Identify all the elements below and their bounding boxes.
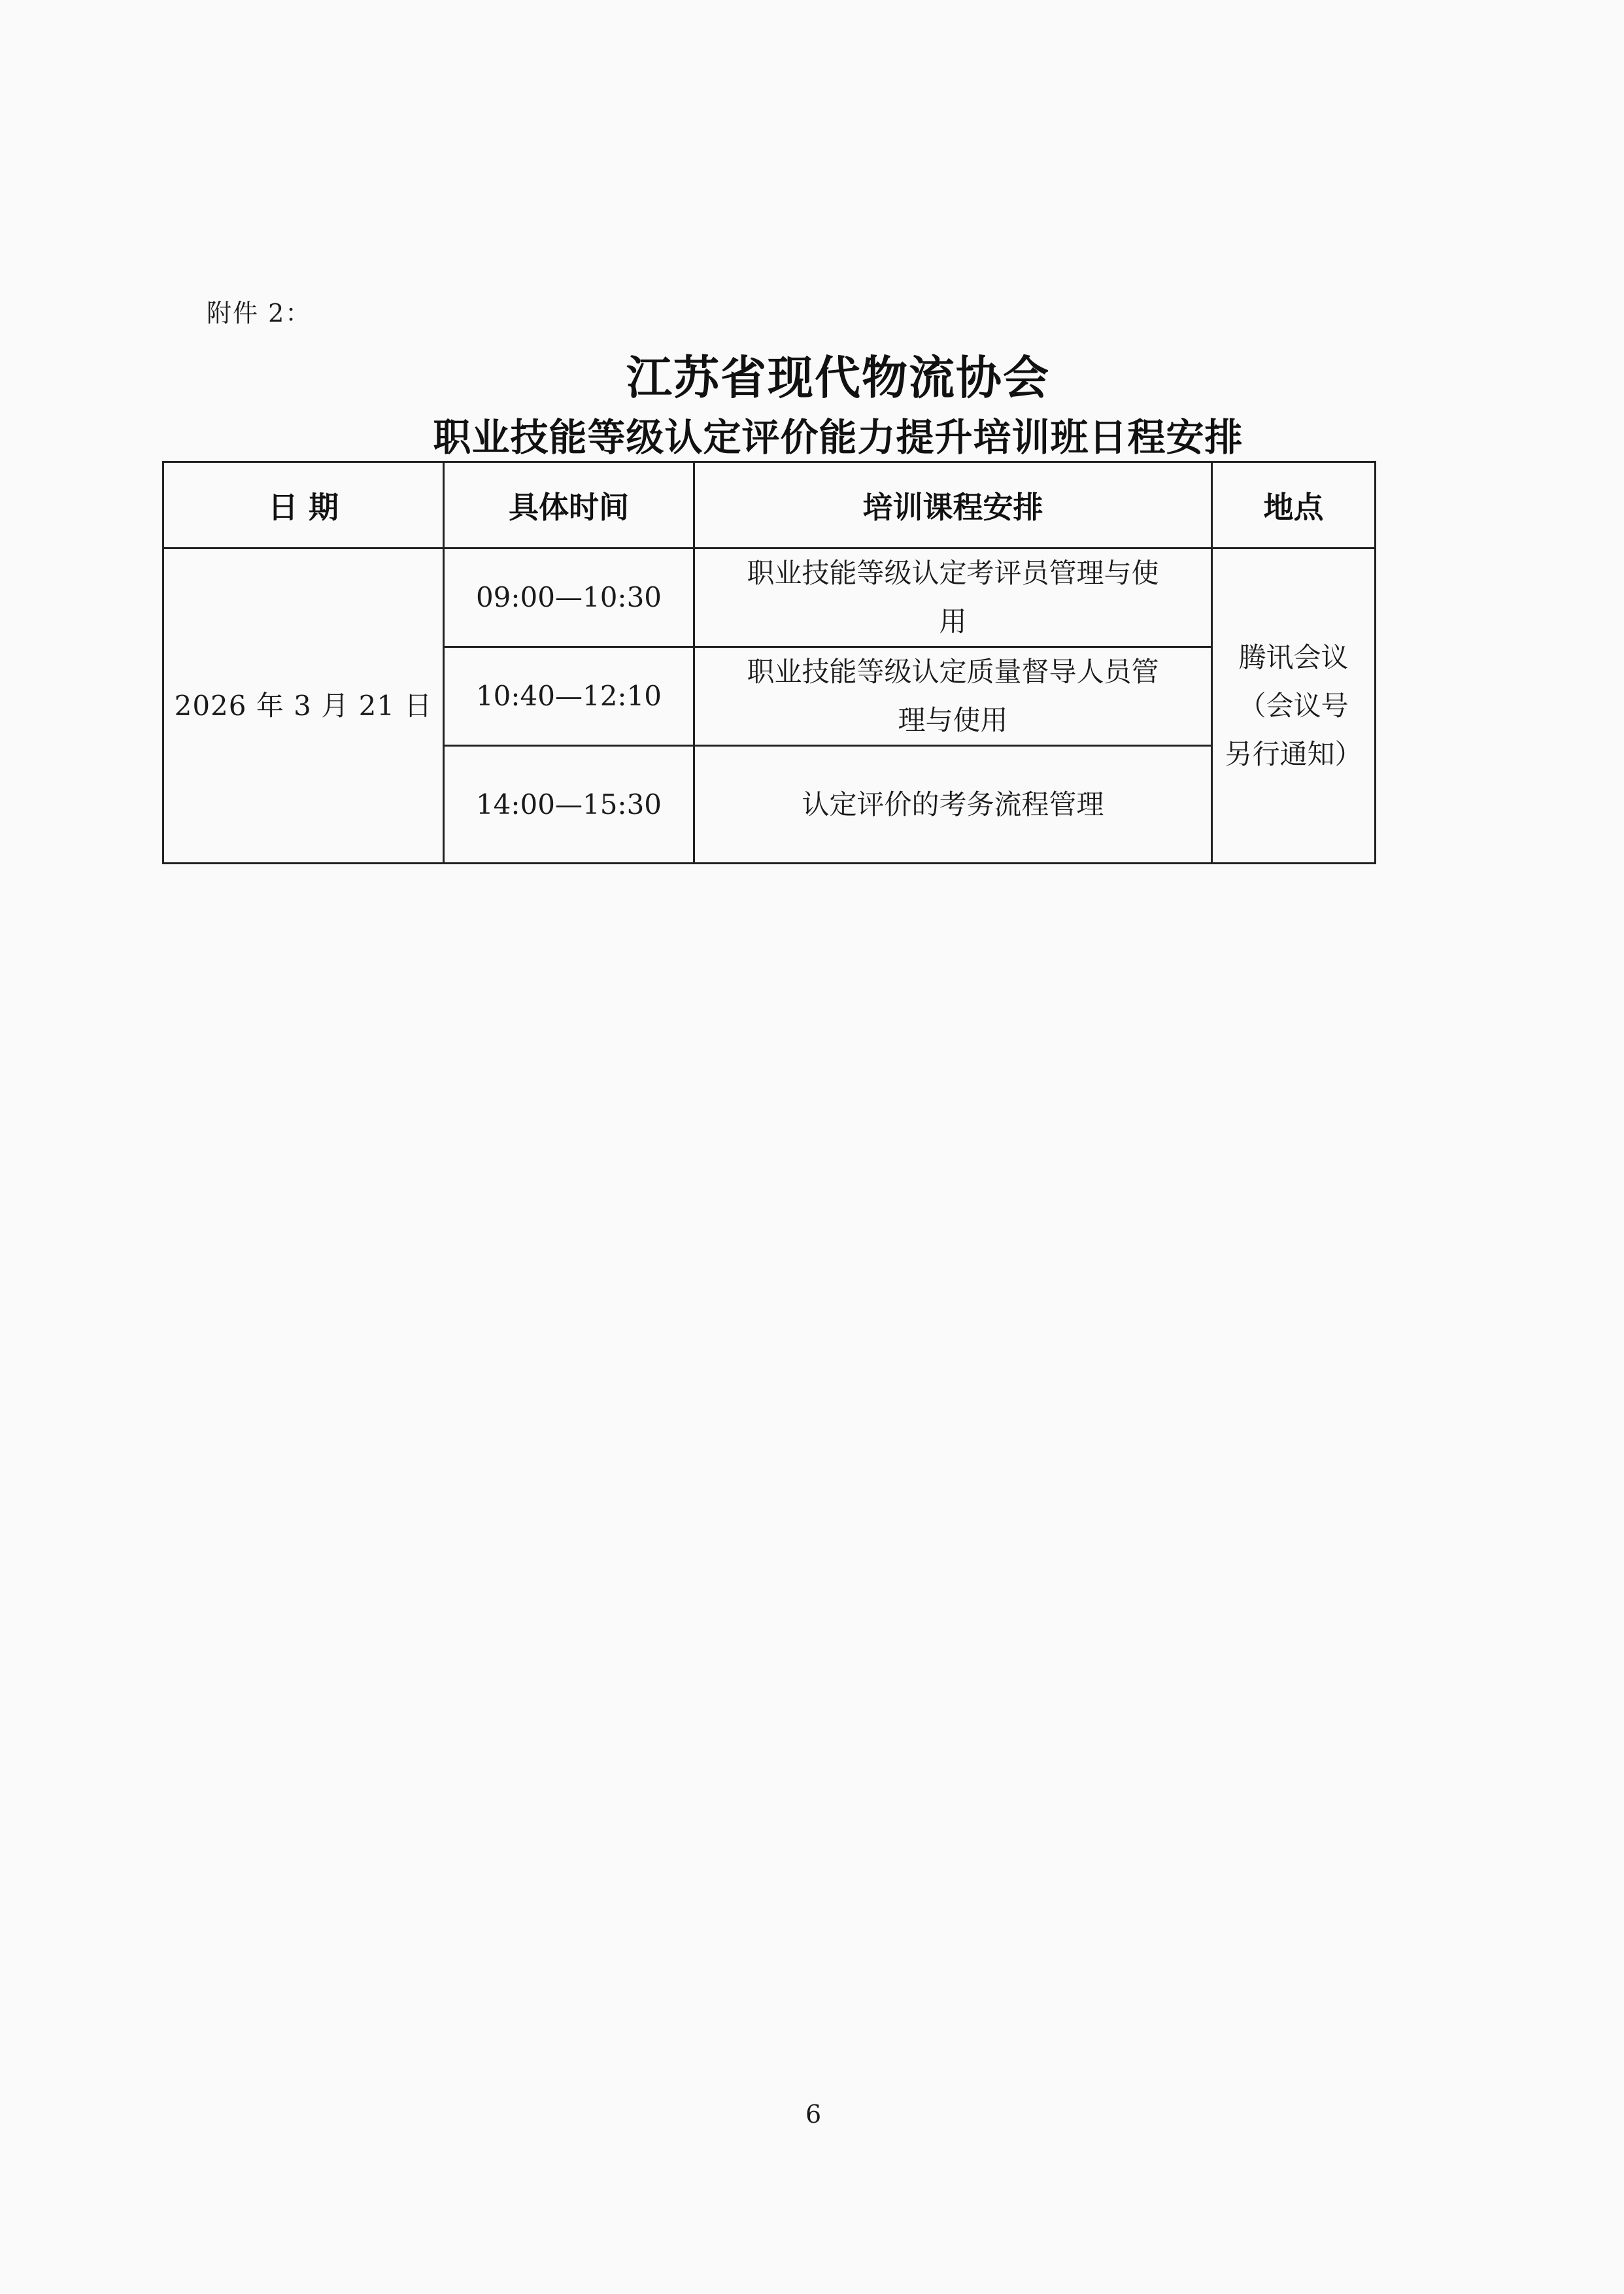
- time-cell: 09:00—10:30: [444, 548, 694, 647]
- course-text-line: 职业技能等级认定考评员管理与使: [747, 557, 1159, 589]
- table-header-row: [163, 462, 1376, 548]
- header-location: 地点: [1212, 462, 1376, 548]
- location-cell: [1212, 548, 1376, 864]
- header-time: 具体时间: [444, 462, 694, 548]
- schedule-table: [162, 461, 1376, 864]
- date-cell: 2026 年 3 月 21 日: [163, 548, 444, 864]
- attachment-label: 附件 2：: [207, 299, 312, 328]
- course-cell: [694, 647, 1212, 746]
- document-subtitle: 职业技能等级认定评价能力提升培训班日程安排: [433, 415, 1243, 460]
- course-cell: [694, 548, 1212, 647]
- header-course: 培训课程安排: [694, 462, 1212, 548]
- course-cell: [694, 746, 1212, 864]
- time-cell: 10:40—12:10: [444, 647, 694, 746]
- course-text-line: 职业技能等级认定质量督导人员管: [747, 656, 1159, 688]
- location-text-line: 腾讯会议: [1238, 641, 1349, 673]
- table-row: [163, 548, 1376, 647]
- location-text-line: （会议号: [1238, 689, 1349, 722]
- time-cell: 14:00—15:30: [444, 746, 694, 864]
- header-date: 日 期: [163, 462, 444, 548]
- location-text-line: 另行通知）: [1225, 737, 1362, 770]
- course-text-line: 认定评价的考务流程管理: [802, 788, 1104, 820]
- course-text-line: 理与使用: [898, 704, 1008, 736]
- course-text-line: 用: [939, 605, 967, 637]
- page-number: 6: [805, 2100, 822, 2129]
- document-title: 江苏省现代物流协会: [626, 351, 1050, 405]
